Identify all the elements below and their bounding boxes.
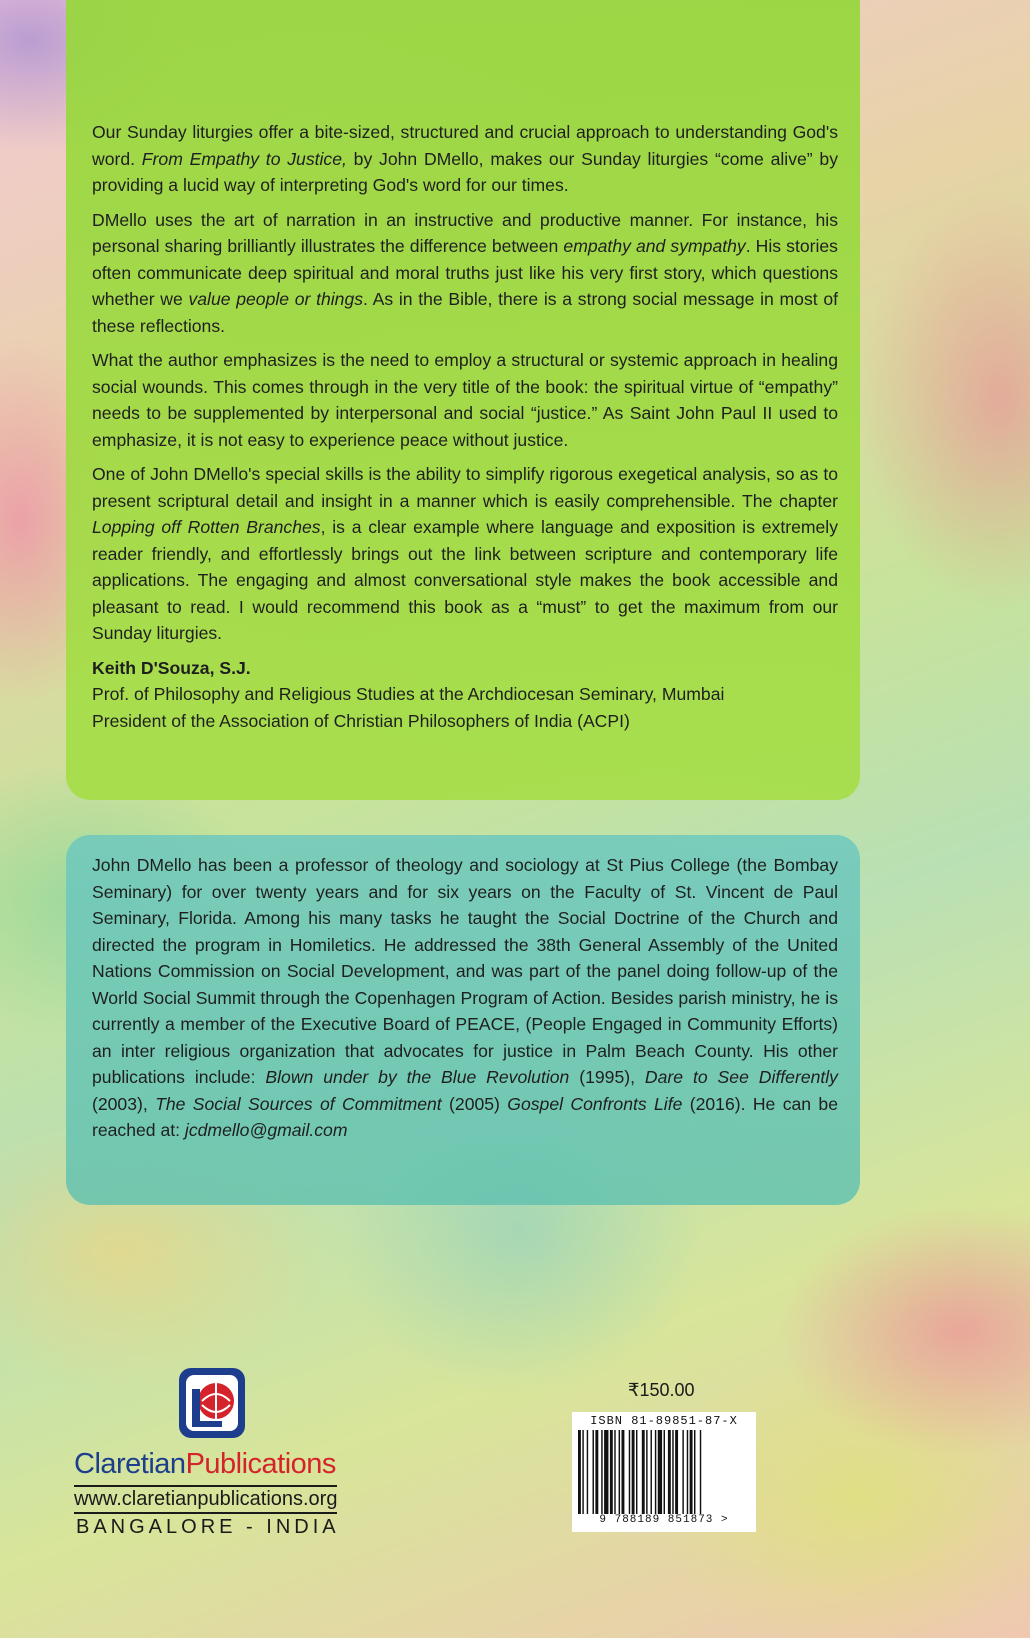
- publisher-name: ClaretianPublications: [74, 1448, 336, 1480]
- ean-label: 9 788189 851873 >: [599, 1514, 729, 1526]
- author-email: jcdmello@gmail.com: [184, 1120, 348, 1140]
- isbn-label: ISBN 81-89851-87-X: [590, 1414, 738, 1428]
- isbn-barcode: [572, 1412, 756, 1532]
- reviewer-name: Keith D'Souza, S.J.: [92, 657, 251, 678]
- barcode-bars: [578, 1430, 750, 1514]
- claretian-globe-logo-icon: [178, 1367, 246, 1439]
- review-text: [92, 119, 838, 734]
- reviewer-affiliation: President of the Association of Christian Philosophers of India (ACPI): [92, 710, 630, 731]
- reviewer-title: Prof. of Philosophy and Religious Studies at the Archdiocesan Seminary, Mumbai: [92, 684, 725, 704]
- author-bio-paragraph: John DMello has been a professor of theology and sociology at St Pius College (the Bombay Seminary) for over twenty years and for six years on the Faculty of St. Vincent de Paul Seminary, Florida. Among his many tasks he taught the Social Doctrine of the Church and directed the program in Homiletics. He addressed the 38th General Assembly of the United Nations Commission on Social Development, and was part of the panel doing follow-up of the World Social Summit through the Copenhagen Program of Action. Besides parish ministry, he is currently a member of the Executive Board of PEACE, (People Engaged in Community Efforts) an inter religious organization that advocates for justice in Palm Beach County. His other publications include: Blown under by the Blue Revolution (1995), Dare to See Differently (2003), The Social Sources of Commitment (2005) Gospel Confronts Life (2016). He can be reached at: jcdmello@gmail.com: [92, 855, 838, 1140]
- publisher-city: BANGALORE - INDIA: [76, 1516, 340, 1538]
- price-label: ₹150.00: [628, 1380, 695, 1400]
- review-paragraph-1: Our Sunday liturgies offer a bite-sized, structured and crucial approach to understanding God's word. From Empathy to Justice, by John DMello, makes our Sunday liturgies “come alive” by providing a lucid way of interpreting God's word for our times.: [92, 122, 838, 195]
- review-paragraph-4: One of John DMello's special skills is the ability to simplify rigorous exegetical analysis, so as to present scriptural detail and insight in a manner which is easily comprehensible. The chapter Lopping off Rotten Branches, is a clear example where language and exposition is extremely reader friendly, and effortlessly brings out the link between scripture and contemporary life applications. The engaging and almost conversational style makes the book accessible and pleasant to read. I would recommend this book as a “must” to get the maximum from our Sunday liturgies.: [92, 464, 838, 643]
- author-bio-text: [92, 852, 838, 1152]
- publisher-url: www.claretianpublications.org: [74, 1485, 337, 1514]
- review-paragraph-2: DMello uses the art of narration in an instructive and productive manner. For instance, his personal sharing brilliantly illustrates the difference between empathy and sympathy. His stories often communicate deep spiritual and moral truths just like his very first story, which questions whether we value people or things. As in the Bible, there is a strong social message in most of these reflections.: [92, 209, 838, 336]
- review-paragraph-3: What the author emphasizes is the need to employ a structural or systemic approach in healing social wounds. This comes through in the very title of the book: the spiritual virtue of “empathy” needs to be supplemented by interpersonal and social “justice.” As Saint John Paul II used to emphasize, it is not easy to experience peace without justice.: [92, 350, 838, 450]
